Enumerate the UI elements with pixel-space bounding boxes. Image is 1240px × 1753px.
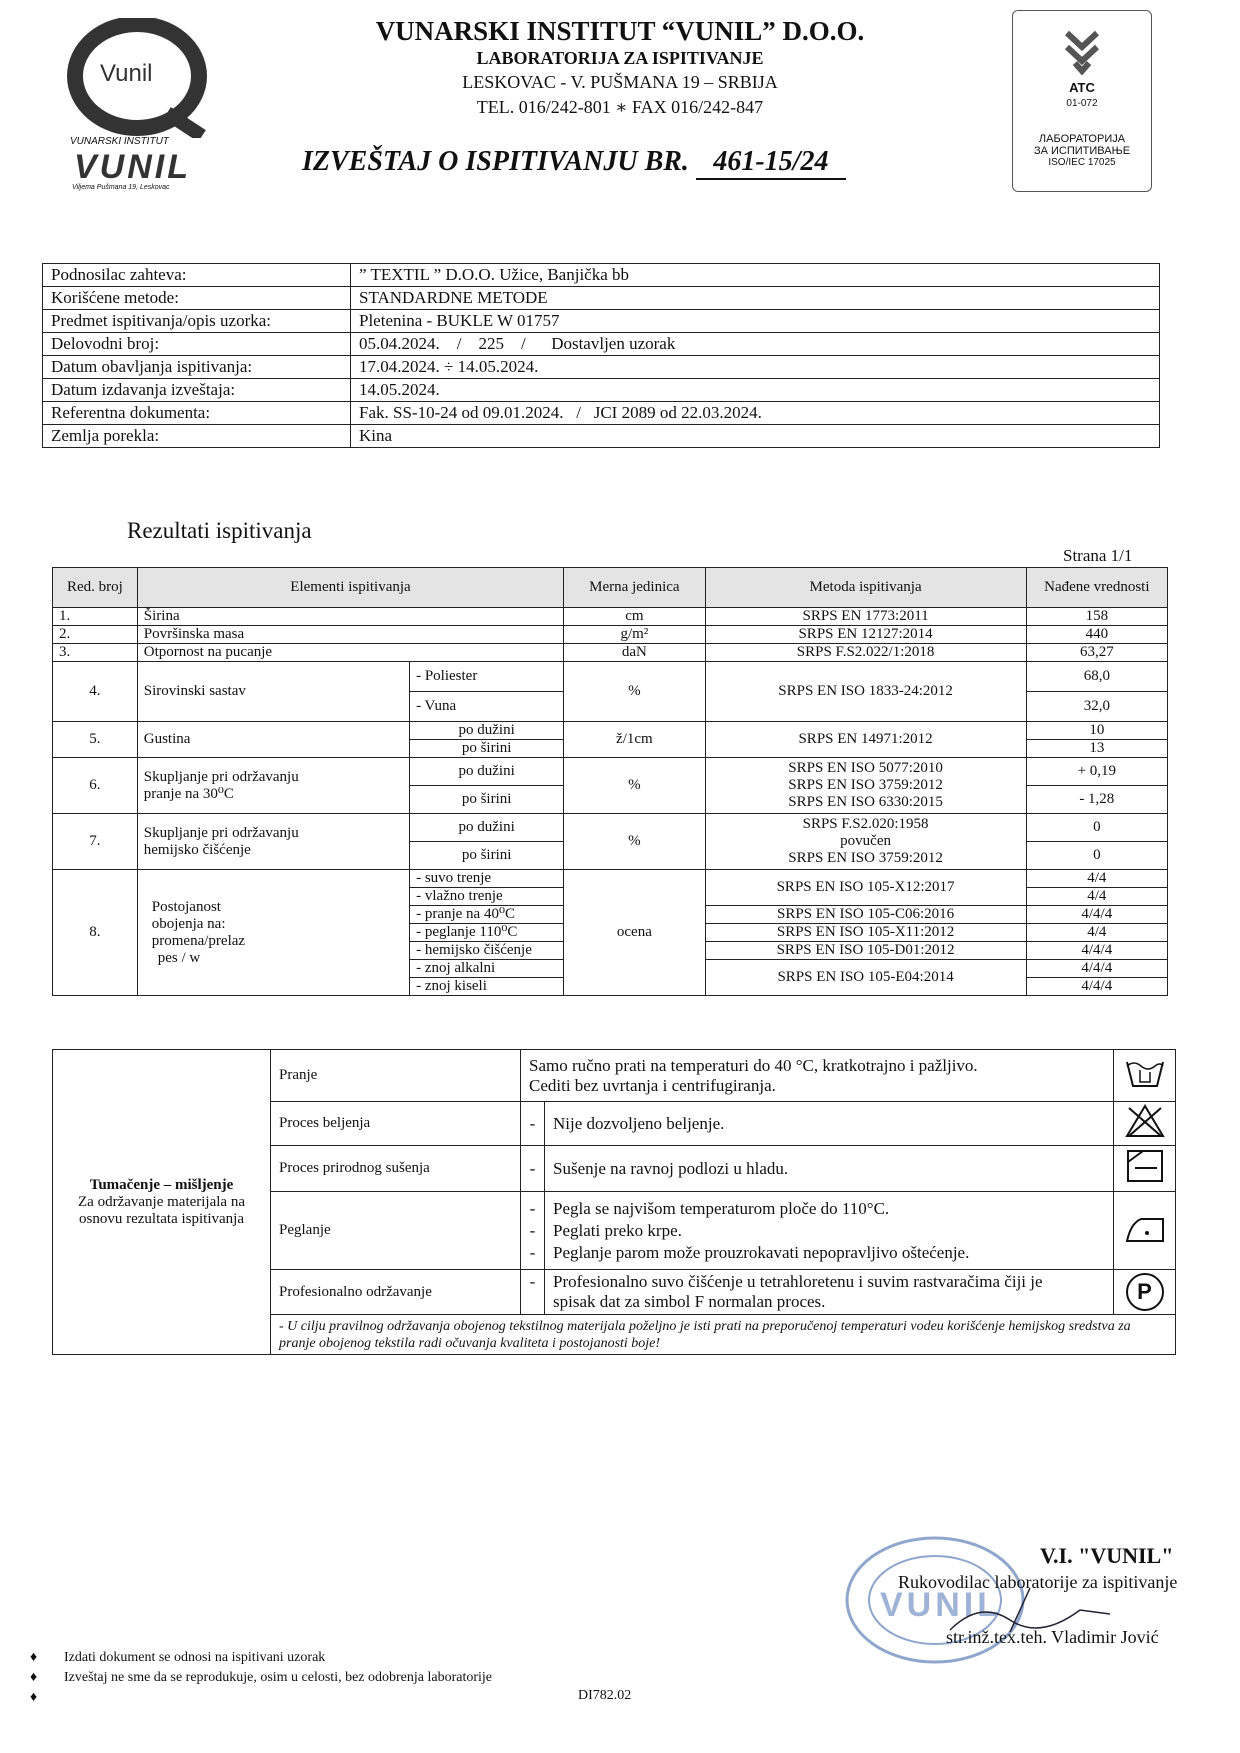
- atc-line-3: ISO/IEC 17025: [1048, 157, 1116, 168]
- care-dash: -: [529, 1242, 536, 1262]
- row-sub: - hemijsko čišćenje: [410, 942, 564, 960]
- method-line: SRPS EN ISO 6330:2015: [788, 794, 943, 810]
- logo-caption-3: Viljema Pušmana 19, Leskovac: [72, 184, 170, 191]
- report-number: 461-15/24: [696, 146, 846, 180]
- method-line: SRPS EN ISO 5077:2010: [788, 760, 943, 776]
- care-label-profesionalno: Profesionalno održavanje: [271, 1270, 521, 1315]
- care-text-line: Peglanje parom može prouzrokavati nepopravljivo oštećenje.: [553, 1242, 970, 1262]
- info-value: Fak. SS-10-24 od 09.01.2024. / JCI 2089 od 22.03.2024.: [351, 402, 1160, 425]
- info-value: Pletenina - BUKLE W 01757: [351, 310, 1160, 333]
- row-method: [705, 814, 1026, 870]
- result-row: [53, 758, 1168, 786]
- info-row: [43, 310, 1160, 333]
- row-method: SRPS EN ISO 105-E04:2014: [705, 960, 1026, 996]
- row-unit: %: [564, 662, 705, 722]
- row-no: 4.: [53, 662, 138, 722]
- dry-clean-p-icon: P: [1126, 1273, 1164, 1311]
- care-symbol-cell: [1114, 1050, 1176, 1102]
- row-no: 5.: [53, 722, 138, 758]
- row-value: 440: [1026, 626, 1167, 644]
- care-dash: -: [529, 1220, 536, 1240]
- row-unit: daN: [564, 644, 705, 662]
- document-code: DI782.02: [578, 1688, 632, 1703]
- phone: TEL. 016/242-801 ∗ FAX 016/242-847: [476, 97, 764, 117]
- row-sub: - Poliester: [410, 662, 564, 692]
- care-label-susenje: Proces prirodnog sušenja: [271, 1146, 521, 1192]
- info-label: Zemlja porekla:: [43, 425, 351, 448]
- row-element-line: promena/prelaz: [151, 932, 246, 949]
- logo-word: Vunil: [100, 60, 153, 87]
- footer-notes: [30, 1648, 492, 1708]
- info-row: [43, 264, 1160, 287]
- signature-role: Rukovodilac laboratorije za ispitivanje: [898, 1572, 1178, 1592]
- signature-name: str.inž.tex.teh. Vladimir Jović: [946, 1627, 1159, 1647]
- info-row: [43, 425, 1160, 448]
- row-element: Sirovinski sastav: [137, 662, 409, 722]
- row-value: 63,27: [1026, 644, 1167, 662]
- row-method: SRPS EN 1773:2011: [705, 608, 1026, 626]
- results-table: [52, 567, 1168, 996]
- header-unit: Merna jedinica: [564, 568, 705, 608]
- row-method: SRPS EN 14971:2012: [705, 722, 1026, 758]
- footer-bullet: [30, 1668, 492, 1688]
- row-sub: - suvo trenje: [410, 870, 564, 888]
- row-value: 13: [1026, 740, 1167, 758]
- atc-line-2: ЗА ИСПИТИВАЊЕ: [1033, 145, 1131, 157]
- row-element: Površinska masa: [137, 626, 563, 644]
- logo: [62, 18, 212, 193]
- care-note: - U cilju pravilnog održavanja obojenog tekstilnog materijala poželjno je isti prati na preporučenoj temperaturi vodeu korišćenje hemijskog sredstva za pranje obojenog tekstila radi očuvanja kvaliteta i postojanosti boje!: [271, 1315, 1176, 1355]
- row-sub: po dužini: [410, 758, 564, 786]
- care-text-peglanje: [545, 1192, 1114, 1270]
- dry-flat-shade-icon: [1125, 1148, 1165, 1184]
- row-element-line: obojenja na:: [151, 915, 226, 932]
- atc-line-1: ЛАБОРАТОРИЈА: [1038, 133, 1126, 145]
- info-table: [42, 263, 1160, 448]
- bullet-icon: ♦: [30, 1650, 38, 1665]
- care-text-line: Pegla se najvišom temperaturom ploče do 110°C.: [553, 1198, 890, 1218]
- care-text-susenje: Sušenje na ravnoj podlozi u hladu.: [545, 1146, 1114, 1192]
- care-table: [52, 1049, 1176, 1355]
- care-dash: -: [521, 1102, 545, 1146]
- result-row: [53, 814, 1168, 842]
- info-value: STANDARDNE METODE: [351, 287, 1160, 310]
- report-title-label: IZVEŠTAJ O ISPITIVANJU BR.: [302, 146, 689, 177]
- care-dash: -: [521, 1146, 545, 1192]
- row-method: SRPS EN ISO 1833-24:2012: [705, 662, 1026, 722]
- row-value: 4/4/4: [1026, 978, 1167, 996]
- hand-wash-icon: [1124, 1056, 1166, 1090]
- row-value: - 1,28: [1026, 786, 1167, 814]
- info-label: Podnosilac zahteva:: [43, 264, 351, 287]
- row-element-line: Skupljanje pri održavanju: [143, 768, 299, 785]
- org-name: VUNARSKI INSTITUT “VUNIL” D.O.O.: [375, 16, 865, 46]
- care-text-profesionalno: [545, 1270, 1114, 1315]
- row-unit: cm: [564, 608, 705, 626]
- row-value: 158: [1026, 608, 1167, 626]
- row-method: SRPS EN ISO 105-X12:2017: [705, 870, 1026, 906]
- info-row: [43, 333, 1160, 356]
- care-text-pranje: [521, 1050, 1114, 1102]
- info-row: [43, 379, 1160, 402]
- result-row: [53, 608, 1168, 626]
- method-line: SRPS EN ISO 3759:2012: [788, 850, 943, 866]
- care-symbol-cell: [1114, 1146, 1176, 1192]
- logo-caption-1: VUNARSKI INSTITUT: [70, 136, 169, 147]
- info-label: Predmet ispitivanja/opis uzorka:: [43, 310, 351, 333]
- row-sub: - znoj alkalni: [410, 960, 564, 978]
- result-row: [53, 626, 1168, 644]
- atc-number: 01-072: [1066, 98, 1098, 109]
- row-no: 8.: [53, 870, 138, 996]
- row-method: SRPS EN ISO 105-X11:2012: [705, 924, 1026, 942]
- row-method: SRPS EN ISO 105-D01:2012: [705, 942, 1026, 960]
- row-element: [137, 758, 409, 814]
- row-unit: %: [564, 758, 705, 814]
- info-value: 14.05.2024.: [351, 379, 1160, 402]
- header-element: Elementi ispitivanja: [137, 568, 563, 608]
- atc-code: ATC: [1069, 80, 1095, 95]
- row-sub: - znoj kiseli: [410, 978, 564, 996]
- no-bleach-icon: [1125, 1104, 1165, 1138]
- row-unit: ž/1cm: [564, 722, 705, 758]
- header-method: Metoda ispitivanja: [705, 568, 1026, 608]
- row-sub: - Vuna: [410, 692, 564, 722]
- row-sub: - vlažno trenje: [410, 888, 564, 906]
- bullet-icon: ♦: [30, 1670, 38, 1685]
- row-value: 4/4/4: [1026, 906, 1167, 924]
- iron-one-dot-icon: [1123, 1211, 1167, 1245]
- row-element-line: pes / w: [157, 949, 201, 966]
- method-line: povučen: [840, 833, 891, 849]
- method-line: SRPS EN ISO 3759:2012: [788, 777, 943, 793]
- logo-caption-2: VUNIL: [74, 148, 191, 186]
- stamp-text: VUNIL: [880, 1586, 1002, 1624]
- info-value: Kina: [351, 425, 1160, 448]
- info-label: Datum obavljanja ispitivanja:: [43, 356, 351, 379]
- care-text-line: Samo ručno prati na temperaturi do 40 °C, kratkotrajno i pažljivo.: [529, 1055, 978, 1075]
- info-label: Korišćene metode:: [43, 287, 351, 310]
- row-sub: po dužini: [410, 814, 564, 842]
- info-value: 05.04.2024. / 225 / Dostavljen uzorak: [351, 333, 1160, 356]
- footer-text: Izdati dokument se odnosi na ispitivani uzorak: [64, 1650, 326, 1665]
- care-text-line: Peglati preko krpe.: [553, 1220, 682, 1240]
- footer-text: Izveštaj ne sme da se reprodukuje, osim u celosti, bez odobrenja laboratorije: [64, 1670, 493, 1685]
- row-element: Otpornost na pucanje: [137, 644, 563, 662]
- row-value: 4/4: [1026, 924, 1167, 942]
- address: LESKOVAC - V. PUŠMANA 19 – SRBIJA: [462, 72, 778, 92]
- row-method: SRPS EN ISO 105-C06:2016: [705, 906, 1026, 924]
- row-no: 6.: [53, 758, 138, 814]
- signature-org: V.I. "VUNIL": [1040, 1543, 1174, 1568]
- result-row: [53, 722, 1168, 740]
- info-row: [43, 287, 1160, 310]
- row-value: 4/4: [1026, 888, 1167, 906]
- row-method: [705, 758, 1026, 814]
- care-symbol-cell: [1114, 1270, 1176, 1315]
- care-dash-group: [521, 1192, 545, 1270]
- row-value: 4/4/4: [1026, 942, 1167, 960]
- care-label-peglanje: Peglanje: [271, 1192, 521, 1270]
- report-title: [302, 146, 846, 180]
- row-sub: po širini: [410, 740, 564, 758]
- care-text-line: Profesionalno suvo čišćenje u tetrahloretenu i suvim rastvaračima čiji je: [553, 1272, 1043, 1291]
- row-element: [137, 870, 409, 996]
- care-label-beljenje: Proces beljenja: [271, 1102, 521, 1146]
- row-unit: ocena: [564, 870, 705, 996]
- opinion-text: Za održavanje materijala na osnovu rezultata ispitivanja: [78, 1193, 245, 1227]
- row-element-line: Postojanost: [151, 898, 221, 915]
- care-text-line: spisak dat za simbol F normalan proces.: [553, 1292, 826, 1311]
- accreditation-badge: [1012, 10, 1152, 192]
- info-label: Referentna dokumenta:: [43, 402, 351, 425]
- row-value: 10: [1026, 722, 1167, 740]
- result-row: [53, 662, 1168, 692]
- row-element-line: hemijsko čišćenje: [143, 841, 251, 858]
- result-row: [53, 644, 1168, 662]
- care-dash: -: [521, 1270, 545, 1315]
- row-sub: - pranje na 40⁰C: [410, 906, 564, 924]
- info-value: 17.04.2024. ÷ 14.05.2024.: [351, 356, 1160, 379]
- row-no: 2.: [53, 626, 138, 644]
- row-sub: po širini: [410, 842, 564, 870]
- row-unit: %: [564, 814, 705, 870]
- opinion-title: Tumačenje – mišljenje: [89, 1176, 234, 1193]
- results-title: Rezultati ispitivanja: [127, 518, 312, 543]
- page-number: Strana 1/1: [1063, 546, 1133, 565]
- care-text-beljenje: Nije dozvoljeno beljenje.: [545, 1102, 1114, 1146]
- care-symbol-cell: [1114, 1192, 1176, 1270]
- bullet-icon: ♦: [30, 1690, 38, 1705]
- row-unit: g/m²: [564, 626, 705, 644]
- row-element: Gustina: [137, 722, 409, 758]
- care-dash: -: [529, 1198, 536, 1218]
- row-element-line: Skupljanje pri održavanju: [143, 824, 299, 841]
- info-row: [43, 402, 1160, 425]
- care-symbol-cell: [1114, 1102, 1176, 1146]
- row-value: 0: [1026, 842, 1167, 870]
- info-row: [43, 356, 1160, 379]
- row-element: Širina: [137, 608, 563, 626]
- row-element: [137, 814, 409, 870]
- row-element-line: pranje na 30⁰C: [143, 785, 234, 802]
- care-text-line: Cediti bez uvrtanja i centrifugiranja.: [529, 1075, 776, 1095]
- header-value: Nađene vrednosti: [1026, 568, 1167, 608]
- info-label: Delovodni broj:: [43, 333, 351, 356]
- row-value: 0: [1026, 814, 1167, 842]
- care-label-pranje: Pranje: [271, 1050, 521, 1102]
- info-label: Datum izdavanja izveštaja:: [43, 379, 351, 402]
- row-value: + 0,19: [1026, 758, 1167, 786]
- atc-check-icon: [1057, 25, 1107, 75]
- info-value: ” TEXTIL ” D.O.O. Užice, Banjička bb: [351, 264, 1160, 287]
- row-no: 1.: [53, 608, 138, 626]
- header-no: Red. broj: [53, 568, 138, 608]
- opinion-cell: [53, 1050, 271, 1355]
- result-row: [53, 870, 1168, 888]
- lab-name: LABORATORIJA ZA ISPITIVANJE: [476, 48, 764, 68]
- row-value: 68,0: [1026, 662, 1167, 692]
- row-value: 4/4: [1026, 870, 1167, 888]
- footer-bullet: [30, 1648, 492, 1668]
- row-method: SRPS EN 12127:2014: [705, 626, 1026, 644]
- row-method: SRPS F.S2.022/1:2018: [705, 644, 1026, 662]
- row-sub: - peglanje 110⁰C: [410, 924, 564, 942]
- row-value: 32,0: [1026, 692, 1167, 722]
- method-line: SRPS F.S2.020:1958: [802, 816, 929, 832]
- row-sub: po dužini: [410, 722, 564, 740]
- row-sub: po širini: [410, 786, 564, 814]
- row-no: 7.: [53, 814, 138, 870]
- row-no: 3.: [53, 644, 138, 662]
- row-value: 4/4/4: [1026, 960, 1167, 978]
- footer-bullet: [30, 1688, 492, 1708]
